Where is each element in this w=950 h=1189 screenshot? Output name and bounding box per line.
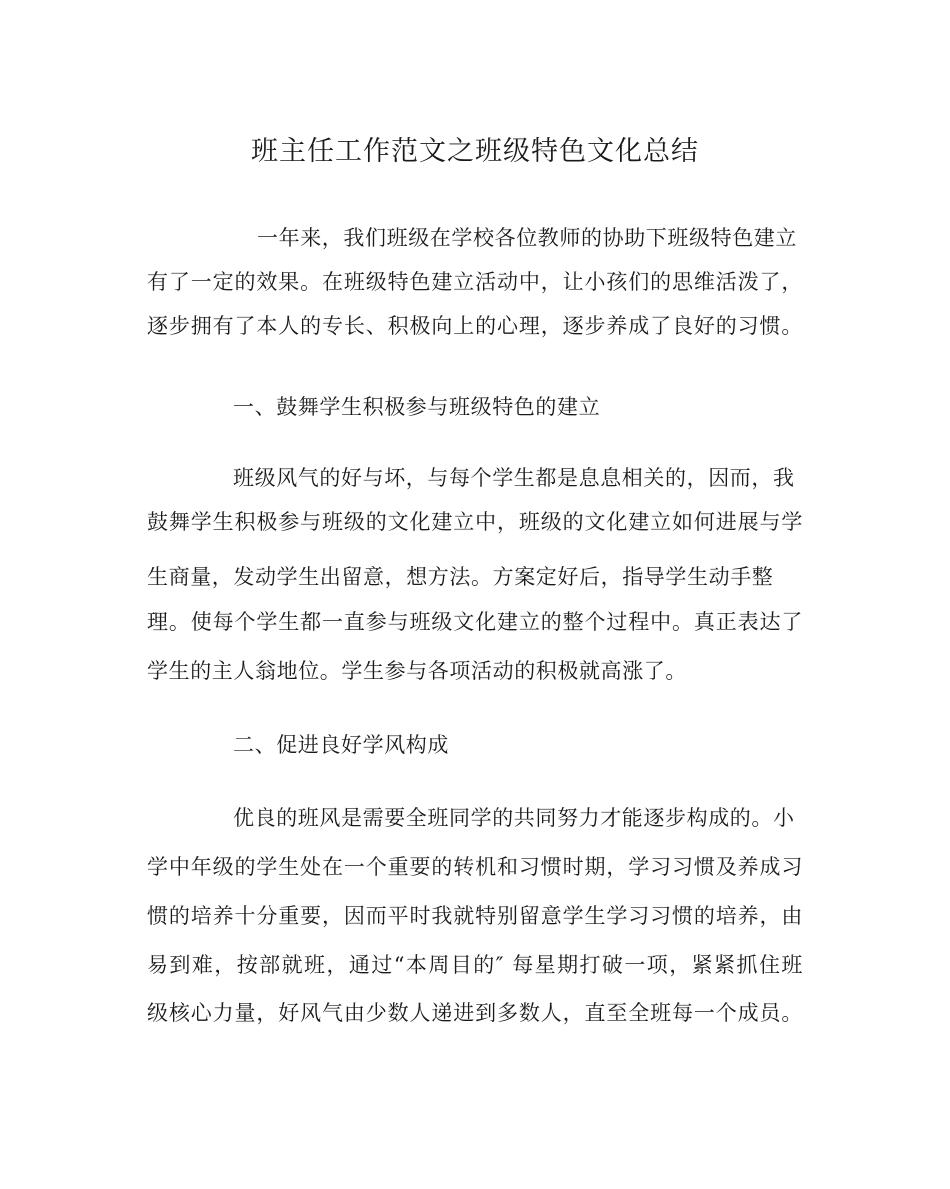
section1-line-5: 学生的主人翁地位。学生参与各项活动的积极就高涨了。 xyxy=(147,659,687,683)
section2-line-2: 学中年级的学生处在一个重要的转机和习惯时期，学习习惯及养成习 xyxy=(147,855,803,879)
document-title: 班主任工作范文之班级特色文化总结 xyxy=(251,136,699,167)
section1-heading: 一、鼓舞学生积极参与班级特色的建立 xyxy=(233,395,601,419)
intro-line-1: 一年来，我们班级在学校各位教师的协助下班级特色建立 xyxy=(257,226,797,250)
intro-line-3: 逐步拥有了本人的专长、积极向上的心理，逐步养成了良好的习惯。 xyxy=(147,314,803,338)
section1-line-4: 理。使每个学生都一直参与班级文化建立的整个过程中。真正表达了 xyxy=(147,610,803,634)
intro-line-2: 有了一定的效果。在班级特色建立活动中，让小孩们的思维活泼了， xyxy=(147,270,803,294)
section2-line-4: 易到难，按部就班，通过“本周目的″ 每星期打破一项，紧紧抓住班 xyxy=(147,953,803,977)
section1-line-2: 鼓舞学生积极参与班级的文化建立中，班级的文化建立如何进展与学 xyxy=(147,510,803,534)
section1-line-3: 生商量，发动学生出留意，想方法。方案定好后，指导学生动手整 xyxy=(147,565,774,589)
section2-line-1: 优良的班风是需要全班同学的共同努力才能逐步构成的。小 xyxy=(233,806,795,830)
section2-line-5: 级核心力量，好风气由少数人递进到多数人，直至全班每一个成员。 xyxy=(147,1001,803,1025)
section2-line-3: 惯的培养十分重要，因而平时我就特别留意学生学习习惯的培养，由 xyxy=(147,904,803,928)
section1-line-1: 班级风气的好与坏，与每个学生都是息息相关的，因而，我 xyxy=(233,466,795,490)
section2-heading: 二、促进良好学风构成 xyxy=(233,733,449,757)
